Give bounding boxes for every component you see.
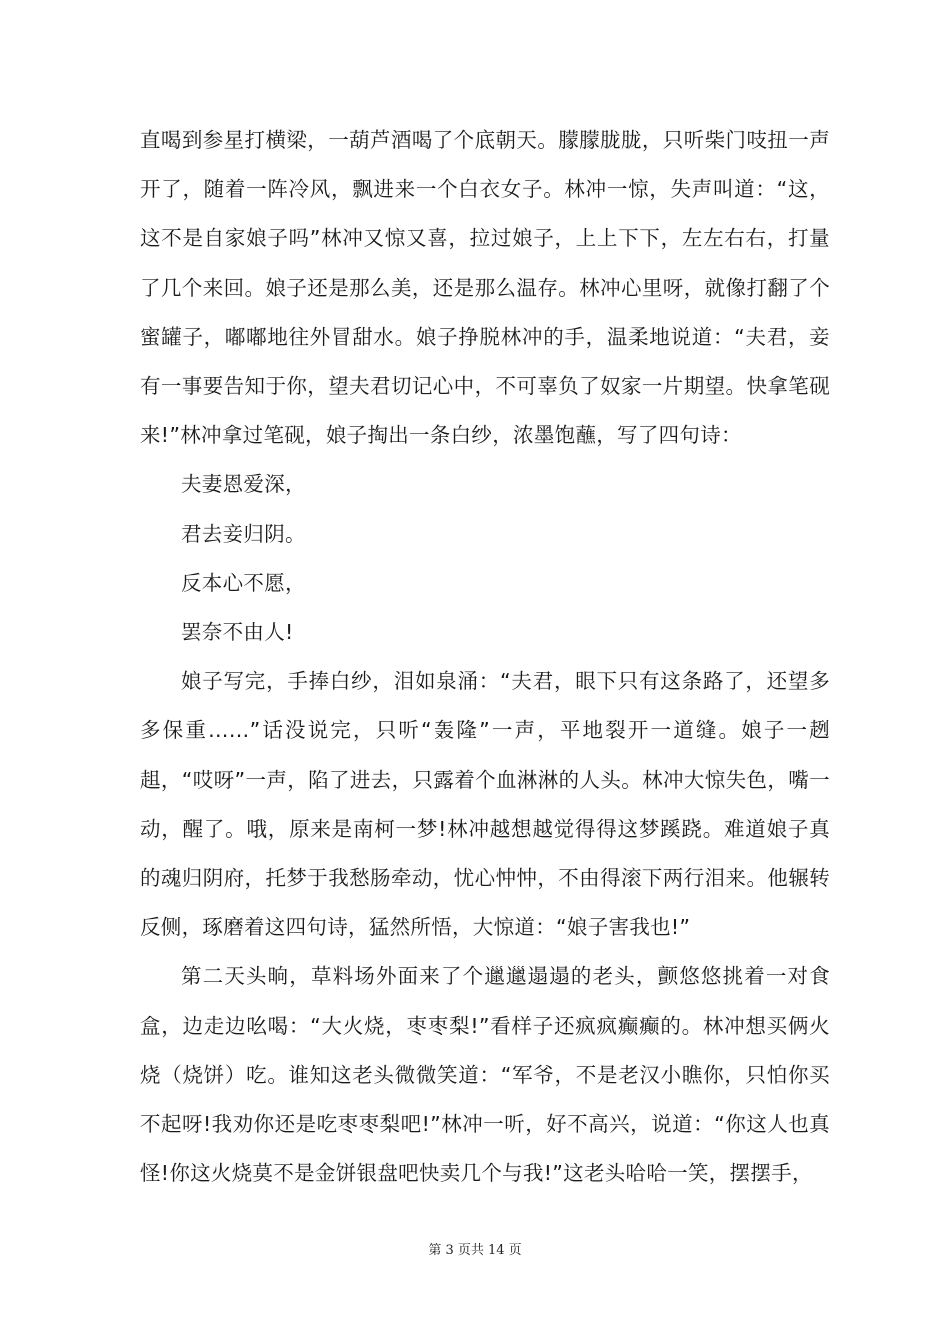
poem-block xyxy=(140,460,830,657)
poem-line-1: 夫妻恩爱深， xyxy=(181,472,306,497)
page-footer: 第 3 页共 14 页 xyxy=(428,1243,522,1258)
document-body xyxy=(140,116,830,1198)
paragraph-2: 娘子写完，手捧白纱，泪如泉涌：“夫君，眼下只有这条路了，还望多多保重……”话没说完，只听“轰隆”一声，平地裂开一道缝。娘子一趔趄，“哎呀”一声，陷了进去，只露着个血淋淋的人头。林冲大惊失色，嘴一动，醒了。哦，原来是南柯一梦!林冲越想越觉得得这梦蹊跷。难道娘子真的魂归阴府，托梦于我愁肠牵动，忧心忡忡，不由得滚下两行泪来。他辗转反侧，琢磨着这四句诗，猛然所悟，大惊道：“娘子害我也!” xyxy=(140,669,830,940)
poem-line-2: 君去妾归阴。 xyxy=(181,521,306,546)
poem-line-3: 反本心不愿， xyxy=(181,570,306,595)
poem-line-4: 罢奈不由人! xyxy=(181,620,294,645)
paragraph-3: 第二天头晌，草料场外面来了个邋邋遢遢的老头，颤悠悠挑着一对食盒，边走边吆喝：“大火烧，枣枣梨!”看样子还疯疯癫癫的。林冲想买俩火烧（烧饼）吃。谁知这老头微微笑道：“军爷，不是老汉小瞧你，只怕你买不起呀!我劝你还是吃枣枣梨吧!”林冲一听，好不高兴，说道：“你这人也真怪!你这火烧莫不是金饼银盘吧快卖几个与我!”这老头哈哈一笑，摆摆手， xyxy=(140,964,830,1186)
paragraph-1: 直喝到参星打横梁，一葫芦酒喝了个底朝天。朦朦胧胧，只听柴门吱扭一声开了，随着一阵冷风，飘进来一个白衣女子。林冲一惊，失声叫道：“这，这不是自家娘子吗”林冲又惊又喜，拉过娘子，上上下下，左左右右，打量了几个来回。娘子还是那么美，还是那么温存。林冲心里呀，就像打翻了个蜜罐子，嘟嘟地往外冒甜水。娘子挣脱林冲的手，温柔地说道：“夫君，妾有一事要告知于你，望夫君切记心中，不可辜负了奴家一片期望。快拿笔砚来!”林冲拿过笔砚，娘子掏出一条白纱，浓墨饱蘸，写了四句诗： xyxy=(140,128,830,448)
